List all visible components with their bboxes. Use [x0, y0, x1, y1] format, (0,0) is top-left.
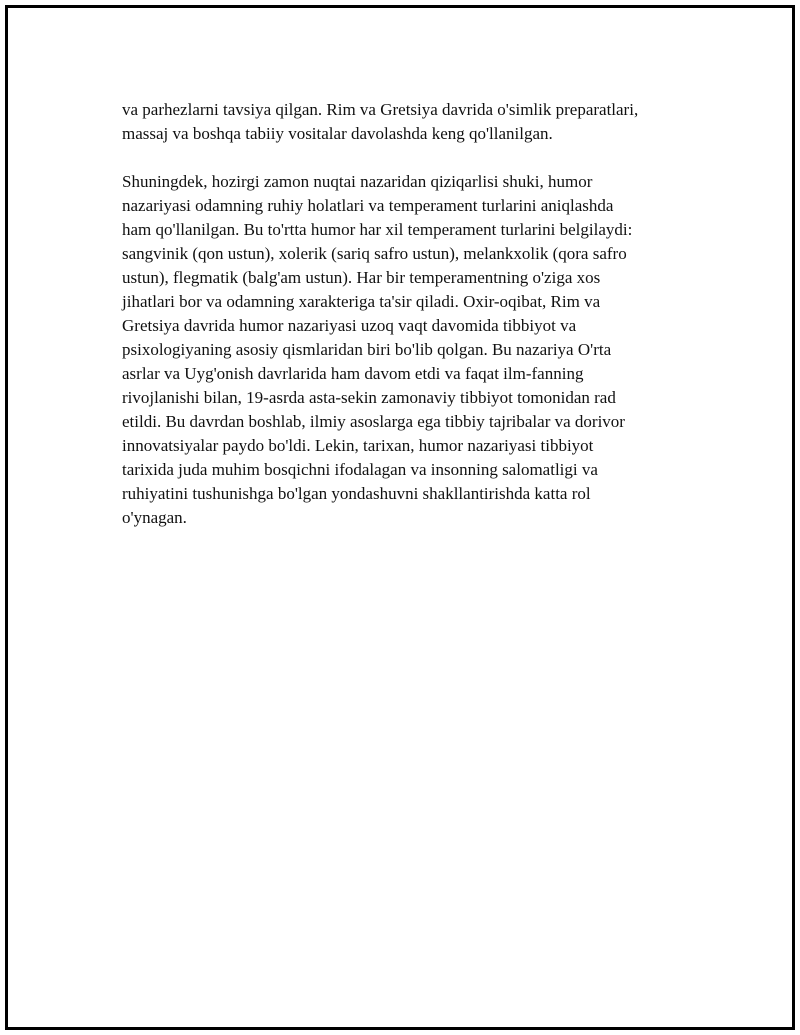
- document-page: [5, 5, 795, 1030]
- paragraph-1: va parhezlarni tavsiya qilgan. Rim va Gretsiya davrida o'simlik preparatlari, massaj va boshqa tabiiy vositalar davolashda keng qo'llanilgan.: [122, 100, 639, 143]
- document-body: [122, 98, 692, 530]
- paragraph-2: Shuningdek, hozirgi zamon nuqtai nazaridan qiziqarlisi shuki, humor nazariyasi odamning ruhiy holatlari va temperament turlarini aniqlashda ham qo'llanilgan. Bu to'rtta humor har xil temperament turlarini belgilaydi: sangvinik (qon ustun), xolerik (sariq safro ustun), melankxolik (qora safro ustun), flegmatik (balg'am ustun). Har bir temperamentning o'ziga xos jihatlari bor va odamning xarakteriga ta'sir qiladi. Oxir-oqibat, Rim va Gretsiya davrida humor nazariyasi uzoq vaqt davomida tibbiyot va psixologiyaning asosiy qismlaridan biri bo'lib qolgan. Bu nazariya O'rta asrlar va Uyg'onish davrlarida ham davom etdi va faqat ilm-fanning rivojlanishi bilan, 19-asrda asta-sekin zamonaviy tibbiyot tomonidan rad etildi. Bu davrdan boshlab, ilmiy asoslarga ega tibbiy tajribalar va dorivor innovatsiyalar paydo bo'ldi. Lekin, tarixan, humor nazariyasi tibbiyot tarixida juda muhim bosqichni ifodalagan va insonning salomatligi va ruhiyatini tushunishga bo'lgan yondashuvni shakllantirishda katta rol o'ynagan.: [122, 172, 633, 527]
